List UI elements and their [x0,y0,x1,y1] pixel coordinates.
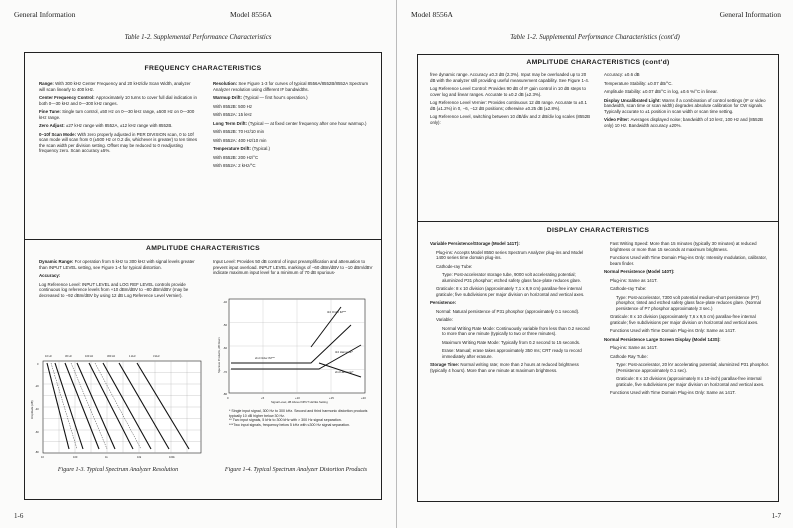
fig4-series-label-2nd-im: 2nd Order IM*** [255,356,275,360]
right-page [397,0,793,528]
spec-text: Averages displayed noise; bandwidth of 10 kHz, 100 Hz and (8552B only) 10 Hz. Bandwidth accuracy ±20%. [604,117,763,128]
spec-text: With zero properly adjusted in PER DIVISION scan, 0 to 10f scan mode will scan from 0 (±500 Hz or 0.2 div, whichever is greater) to ten times the scan width per division setting. Offset may be reduced to 0 readjusting frequency zero. Scan accuracy ±5%. [39,131,198,153]
spec-text: Temperature Stability: ±0.07 dB/°C. [604,80,673,86]
spec-text: For operation from 5 kHz to 300 kHz with signal levels greater than INPUT LEVEL setting, see Figure 1-4 for typical distortion. [39,259,195,270]
spec-paragraph [604,295,770,312]
amplitude-cont-col-1 [430,72,592,128]
svg-text:-60: -60 [35,431,39,434]
amplitude-cont-col-2 [604,72,770,131]
svg-text:100: 100 [73,456,78,459]
figure-note: * Single input signal, 300 Hz to 300 kHz. Second and third harmonic distortion products typically 10 dB higher below 30 Hz. [229,409,368,418]
spec-text: Log Reference Level Vernier: Provides continuous 12 dB range. Accurate to ±0.1 dB (±1.2%) in 0, −6, −12 dB positions; otherwise ±0.25 dB (±2.8%). [430,100,587,111]
right-table-box [417,54,779,502]
svg-text:+5: +5 [261,396,265,400]
spec-paragraph [213,259,373,276]
spec-text: Warns if a combination of control settings (IF or video bandwidth, scan time or scan width) degrades absolute calibration for CW signals. Typically accurate to ±1 position in scan width or scan time setting. [604,97,766,114]
spec-paragraph [213,129,373,135]
figure-1-3-resolution-graph [29,349,205,461]
spec-text: ±27 kHz range with 8552A, ±12 kHz range with 8552B. [65,123,173,128]
spec-label: Storage Time: [430,362,461,367]
spec-text: Variable: [436,317,454,322]
spec-paragraph [604,81,770,87]
spec-text: Graticule: 8 x 10 divisions (approximately 8 x 10-inch) parallax-free internal graticule, five subdivisions per major division on horizontal and vertical axes. [616,376,765,387]
spec-label: Normal Persistence (Model 140T): [604,269,675,274]
svg-text:300 Hz: 300 Hz [107,355,116,358]
spec-label: Range: [39,81,56,86]
spec-paragraph [604,98,770,115]
spec-paragraph [213,121,373,127]
svg-text:-20: -20 [35,385,39,388]
spec-paragraph [213,95,373,101]
spec-text: free dynamic range. Accuracy ±0.3 dB (2.3%). Input may be overloaded up to 20 dB with the analyzer still providing useful measurement capability. See Figure 1-4. [430,72,590,83]
svg-text:10k: 10k [137,456,142,459]
figure-1-4-notes [229,409,375,427]
spec-text: Log Reference Level Control: Provides 90 dB of IF gain control in 10 dB steps to cover log and linear ranges. Accurate to ±0.2 dB (±2.3%). [430,86,586,97]
spec-label: Fine Tune: [39,109,63,114]
spec-label: 0–10f Scan Mode: [39,131,78,137]
spec-paragraph [39,259,197,270]
left-header-model: Model 8556A [230,10,272,19]
spec-label: Zero Adjust: [39,123,66,128]
spec-paragraph [430,286,592,297]
spec-text: Functions Used with Time Domain Plug-ins Only: Same as 141T. [610,328,736,333]
spec-text: Log Reference Level, switching between 10 dB/div and 2 dB/div log scales (8552B only): [430,114,591,125]
spec-text: (Typical — first hour's operation.) [243,95,308,100]
right-page-number: 1-7 [771,512,781,520]
spec-paragraph [430,340,592,346]
spec-paragraph [430,326,592,337]
spec-label: Dynamic Range: [39,259,75,264]
spec-paragraph [39,123,197,129]
spec-paragraph [430,72,592,83]
spec-paragraph [604,345,770,351]
spec-label: Resolution: [213,81,239,86]
spec-paragraph [213,112,373,118]
svg-text:-50: -50 [223,323,228,327]
spec-paragraph [604,269,770,275]
spec-text: (Typical.) [252,146,271,151]
spec-paragraph [430,309,592,315]
display-col-2 [604,241,770,399]
svg-text:0: 0 [37,363,39,366]
svg-text:10: 10 [41,456,44,459]
spec-paragraph [430,114,592,125]
svg-text:-70: -70 [223,370,228,374]
figure-note: ***Two input signals, frequency below 5 kHz with ≤300 Hz signal separation. [229,422,351,427]
fig4-series-label-3rd-im: 3rd Order IM*** [327,310,347,314]
spec-text: Cathode-ray Tube: [610,286,647,291]
spec-paragraph [430,300,592,306]
figure-note: ** Two input signals, 5 kHz to 300 kHz with > 300 Hz signal separation. [229,418,342,423]
spec-text: See Figure 1-3 for curves of typical 8556A/8552B/8552A Spectrum Analyzer resolution using different IF bandwidths. [213,81,368,92]
left-header-section: General Information [14,10,76,19]
spec-text: Graticule: 8 x 10 division (approximately 7,1 x 8,9 cm) parallax-free internal graticule; five subdivisions per major division on horizontal and vertical axes. [436,286,585,297]
figure-1-4-caption: Figure 1-4. Typical Spectrum Analyzer Distortion Products [224,467,368,473]
spec-paragraph [39,81,197,92]
frequency-col-1 [39,81,197,157]
spec-paragraph [604,117,770,128]
spec-paragraph [430,348,592,359]
spec-text: Cathode-ray Tube: [436,263,473,269]
spec-text: Log Reference Level: INPUT LEVEL and LOG REF LEVEL controls provide continuous log reference levels from +10 dBm/dBV to −80 dBm/dBV (may be decreased to −92 dBm/dBV by using 12 dB Log Reference Level Vernier). [39,281,189,298]
spec-paragraph [213,81,373,92]
spec-paragraph [213,146,373,152]
spec-paragraph [604,241,770,252]
svg-text:-80: -80 [223,392,228,396]
spec-paragraph [39,273,197,279]
svg-text:+10: +10 [295,396,300,400]
spec-paragraph [39,95,197,106]
amplitude-col-1 [39,259,197,301]
spec-text: Normal: Natural persistence of P31 phosphor (approximately 0.1 second). [436,308,580,314]
amplitude-section-title: AMPLITUDE CHARACTERISTICS [146,245,260,252]
spec-paragraph [430,317,592,323]
spec-text: Plug-ins: Accepts Model 8550 series Spectrum Analyzer plug-ins and Model 1400 series time domain plug-ins. [436,249,584,260]
display-section-title: DISPLAY CHARACTERISTICS [546,227,650,234]
spec-paragraph [213,104,373,110]
svg-text:30 Hz: 30 Hz [65,355,72,358]
spec-paragraph [604,72,770,78]
left-page [0,0,396,528]
spec-text: Type: Post-accelerator storage tube, 9000 volt accelerating potential; aluminized P31 phosphor; etched safety glass face-plate reduces glare. [442,272,582,283]
display-col-1 [430,241,592,376]
spec-paragraph [39,132,197,154]
spec-paragraph [604,328,770,334]
spec-text: With 8552B: 70 Hz/10 min [213,129,265,134]
spec-paragraph [430,264,592,270]
right-header-model: Model 8556A [411,10,453,19]
spec-label: Normal Persistence Large Screen Display (Model 143S): [604,336,721,342]
spec-text: With 8552B: 200 Hz/°C [213,154,259,160]
spec-text: Fast Writing Speed: More than 15 minutes (typically 30 minutes) at reduced brightness or more than 15 seconds at maximum brightness. [610,241,757,252]
fig4-y-axis-label: Spurious Products, dB Down [217,337,221,373]
spec-text: Single turn control, ±50 Hz on 0—30 kHz range, ±500 Hz on 0—300 kHz range. [39,109,195,120]
spec-text: Graticule: 8 x 10 division (approximately 7,6 x 9,5 cm) parallax-free internal graticule; five subdivisions per major division on horizontal and vertical axes. [610,314,759,325]
spec-label: Persistence: [430,300,457,305]
spec-paragraph [213,155,373,161]
spec-paragraph [604,376,770,387]
spec-text: Input Level: Provides 50 dB control of input preamplification and attenuation to prevent input overload. INPUT LEVEL markings of −60 dBm/dBV to −10 dBm/dBV indicate maximum input level for a minimum of 70 dB spurious- [213,259,373,275]
spec-label: Video Filter: [604,117,631,122]
spec-label: Variable Persistence/Storage (Model 141T): [430,241,520,246]
spec-paragraph [604,390,770,396]
right-header-section: General Information [719,10,781,19]
spec-text: Accuracy: ±0.6 dB [604,72,640,77]
spec-paragraph [430,241,592,247]
spec-text: With 8552A: 2 kHz/°C [213,163,256,168]
spec-paragraph [430,250,592,261]
spec-text: Type: Post-accelerator, 7300 volt potential medium-short persistence (P7) phosphor, tinted and etched safety glass face-plate reduces glare. (Normal persistence of P7 phosphor approximately 3 sec.) [616,294,761,311]
frequency-col-2 [213,81,373,172]
spec-paragraph [39,109,197,120]
figure-1-3-caption: Figure 1-3. Typical Spectrum Analyzer Resolution [57,467,179,473]
spec-paragraph [213,138,373,144]
spec-paragraph [213,163,373,169]
spec-paragraph [430,362,592,373]
svg-text:-40: -40 [35,408,39,411]
spec-text: Plug-ins: Same as 141T. [610,345,658,350]
spec-label: Accuracy: [39,273,61,278]
section-divider [418,221,778,222]
svg-text:+15: +15 [329,396,334,400]
svg-text:100 Hz: 100 Hz [85,355,94,358]
spec-paragraph [604,286,770,292]
spec-paragraph [604,255,770,266]
svg-text:100k: 100k [169,456,175,459]
fig3-y-axis-label: Amplitude (dB) [30,400,34,419]
amplitude-cont-section-title: AMPLITUDE CHARACTERISTICS (cont'd) [526,59,670,66]
svg-text:+20: +20 [361,396,366,400]
spec-text: Type: Post-accelerator, 20 kV accelerating potential; aluminized P31 phosphor. (Persistence approximately 0.1 sec). [616,362,770,373]
svg-text:1 kHz: 1 kHz [129,355,136,358]
spec-text: With 8552B: 500 Hz [213,103,253,109]
section-divider [25,239,381,240]
spec-text: With 300 kHz Center Frequency and 20 kHz/div Scan Width, analyzer will scan linearly to 400 kHz. [39,81,191,92]
spec-text: With 8552A: 15 kHz [213,112,252,117]
amplitude-col-2 [213,259,373,279]
spec-paragraph [430,272,592,283]
spec-label: Center Frequency Control: [39,95,96,100]
fig4-series-label-2nd-harm: 2nd Harmonic* [335,370,354,374]
frequency-section-title: FREQUENCY CHARACTERISTICS [144,65,262,72]
spec-text: Maximum Writing Rate Mode: Typically from 0.2 second to 15 seconds. [442,339,581,345]
figure-1-4-distortion-graph [211,295,377,405]
spec-paragraph [604,354,770,360]
fig4-x-axis-label: Signal Level, dB Above INPUT LEVEL Setting [271,400,328,404]
spec-text: Approximately 10 turns to cover full dial indication in both 0—30 kHz and 0—300 kHz ranges. [39,95,197,106]
spec-text: Normal Writing Rate Mode: Continuously variable from less than 0.2 second to more than one minute (typically to two or three minutes). [442,325,590,336]
spec-text: Erase: Manual; erase takes approximately 350 ms; CRT ready to record immediately after erasure. [442,348,582,359]
spec-paragraph [604,278,770,284]
svg-text:-80: -80 [35,451,39,454]
spec-paragraph [604,89,770,95]
spec-paragraph [604,337,770,343]
spec-label: Long Term Drift: [213,120,249,126]
spec-text: Plug-ins: Same as 141T. [610,277,658,283]
spec-paragraph [604,314,770,325]
fig4-series-label-3rd-harm: 3rd Harmonic* [335,350,353,354]
svg-text:1k: 1k [105,456,108,459]
spec-paragraph [430,100,592,111]
spec-text: Functions Used with Time Domain Plug-ins Only: Same as 141T. [610,390,736,395]
svg-text:-60: -60 [223,346,228,350]
svg-text:10 Hz: 10 Hz [45,355,52,358]
spec-paragraph [39,282,197,299]
spec-paragraph [604,362,770,373]
spec-text: With 8552A: 400 Hz/10 min [213,137,267,143]
svg-text:-40: -40 [223,300,228,304]
spec-label: Temperature Drift: [213,146,253,151]
svg-text:0: 0 [227,396,229,400]
spec-text: Cathode Ray Tube: [610,353,648,359]
svg-text:3 kHz: 3 kHz [153,355,160,358]
left-page-number: 1-6 [14,512,24,520]
spec-paragraph [430,86,592,97]
spec-text: Amplitude Stability: ±0.07 dB/°C in log, ±0.6 %/°C in linear. [604,89,718,94]
spec-text: Normal writing rate; more than 2 hours at reduced brightness (typically 4 hours). More than one minute at maximum brightness. [430,362,579,373]
spec-label: Display Uncalibrated Light: [604,97,663,103]
spec-text: Functions Used with Time Domain Plug-ins Only: Intensity modulation, calibrator, beam finder. [610,255,767,266]
spec-text: (Typical — at fixed center frequency after one hour warmup.) [248,120,367,126]
left-table-caption: Table 1-2. Supplemental Performance Characteristics [124,34,272,41]
left-table-box [24,52,382,500]
right-table-caption: Table 1-2. Supplemental Performance Characteristics (cont'd) [510,34,680,41]
spec-label: Warmup Drift: [213,95,244,100]
